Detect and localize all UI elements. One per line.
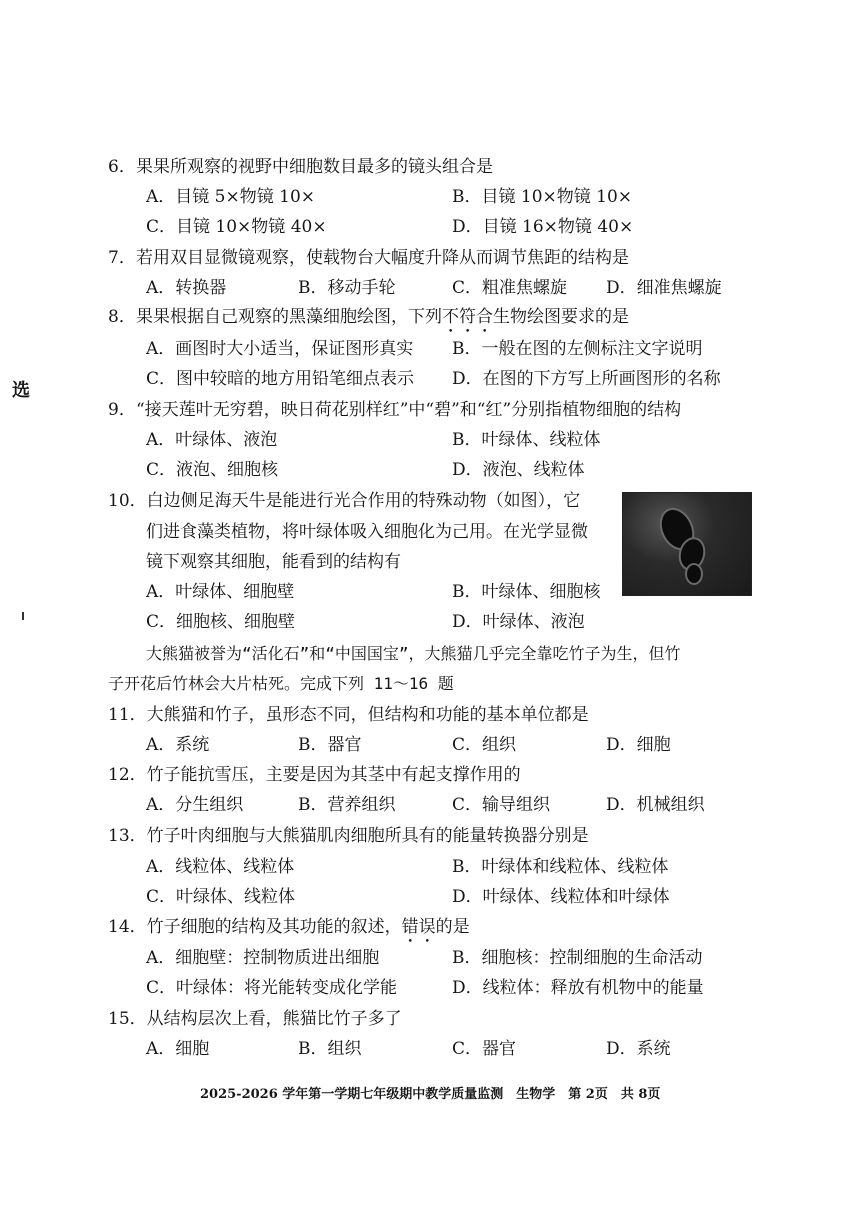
question-stem-part: 生物绘图要求的是 bbox=[493, 307, 629, 327]
question-number: 6． bbox=[108, 157, 136, 177]
question-8 bbox=[108, 306, 629, 337]
question-stem: 从结构层次上看，熊猫比竹子多了 bbox=[146, 1009, 402, 1029]
question-stem: “接天莲叶无穷碧，映日荷花别样红”中“碧”和“红”分别指植物细胞的结构 bbox=[136, 400, 682, 420]
question-13 bbox=[108, 825, 589, 847]
option-b: B．营养组织 bbox=[298, 795, 396, 815]
question-stem: 竹子能抗雪压，主要是因为其茎中有起支撑作用的 bbox=[146, 765, 521, 785]
options-row bbox=[146, 186, 766, 208]
option-b: B．叶绿体、线粒体 bbox=[452, 430, 601, 450]
question-stem-line: 白边侧足海天牛是能进行光合作用的特殊动物（如图），它 bbox=[146, 491, 581, 511]
option-b: B．叶绿体、细胞核 bbox=[452, 582, 601, 602]
option-a: A．线粒体、线粒体 bbox=[146, 857, 295, 877]
question-15 bbox=[108, 1008, 402, 1030]
option-d: D．机械组织 bbox=[606, 795, 705, 815]
option-d: D．系统 bbox=[606, 1039, 671, 1059]
option-c: C．细胞核、细胞壁 bbox=[146, 612, 296, 632]
question-6 bbox=[108, 156, 493, 178]
option-c: C．叶绿体：将光能转变成化学能 bbox=[146, 978, 398, 998]
option-a: A．叶绿体、细胞壁 bbox=[146, 582, 295, 602]
options-row bbox=[146, 1038, 766, 1060]
option-b: B．细胞核：控制细胞的生命活动 bbox=[452, 948, 703, 968]
options-row bbox=[146, 886, 766, 908]
options-row bbox=[146, 216, 766, 238]
margin-tick bbox=[22, 612, 24, 620]
option-c: C．输导组织 bbox=[452, 795, 551, 815]
option-c: C．目镜 10×物镜 40× bbox=[146, 217, 327, 237]
question-stem-part: 果果根据自己观察的黑藻细胞绘图，下列 bbox=[136, 307, 442, 327]
options-row bbox=[146, 947, 766, 969]
question-7 bbox=[108, 247, 629, 269]
options-row bbox=[146, 277, 766, 299]
option-a: A．画图时大小适当，保证图形真实 bbox=[146, 339, 414, 359]
options-row bbox=[146, 581, 766, 603]
option-c: C．组织 bbox=[452, 735, 517, 755]
options-row bbox=[146, 977, 766, 999]
question-number: 11． bbox=[108, 705, 147, 725]
question-number: 14． bbox=[108, 917, 147, 937]
question-stem: 果果所观察的视野中细胞数目最多的镜头组合是 bbox=[136, 157, 493, 177]
options-row bbox=[146, 734, 766, 756]
options-row bbox=[146, 611, 766, 633]
emphasized-word: 错误 bbox=[401, 917, 436, 937]
options-row bbox=[146, 794, 766, 816]
option-c: C．器官 bbox=[452, 1039, 517, 1059]
option-c: C．叶绿体、线粒体 bbox=[146, 887, 296, 907]
option-b: B．器官 bbox=[298, 735, 362, 755]
question-number: 15． bbox=[108, 1009, 147, 1029]
option-a: A．目镜 5×物镜 10× bbox=[146, 187, 316, 207]
options-row bbox=[146, 856, 766, 878]
option-a: A．细胞 bbox=[146, 1039, 210, 1059]
question-stem-line: 镜下观察其细胞，能看到的结构有 bbox=[146, 552, 401, 572]
option-d: D．在图的下方写上所画图形的名称 bbox=[452, 369, 721, 389]
options-row bbox=[146, 368, 766, 390]
option-d: D．细准焦螺旋 bbox=[606, 278, 722, 298]
option-b: B．目镜 10×物镜 10× bbox=[452, 187, 633, 207]
option-d: D．叶绿体、线粒体和叶绿体 bbox=[452, 887, 670, 907]
emphasized-word: 不符合 bbox=[442, 307, 493, 327]
question-number: 12． bbox=[108, 765, 147, 785]
question-number: 8． bbox=[108, 307, 136, 327]
option-c: C．粗准焦螺旋 bbox=[452, 278, 568, 298]
question-stem: 竹子叶肉细胞与大熊猫肌肉细胞所具有的能量转换器分别是 bbox=[146, 826, 589, 846]
question-11 bbox=[108, 704, 589, 726]
option-a: A．分生组织 bbox=[146, 795, 244, 815]
question-stem: 大熊猫和竹子，虽形态不同，但结构和功能的基本单位都是 bbox=[146, 705, 589, 725]
options-row bbox=[146, 429, 766, 451]
option-a: A．转换器 bbox=[146, 278, 227, 298]
intro-line: 大熊猫被誉为“活化石”和“中国国宝”，大熊猫几乎完全靠吃竹子为生，但竹 bbox=[146, 644, 681, 663]
options-row bbox=[146, 459, 766, 481]
question-stem-part: 的是 bbox=[435, 917, 470, 937]
question-stem-part: 竹子细胞的结构及其功能的叙述， bbox=[146, 917, 402, 937]
question-14 bbox=[108, 916, 470, 947]
question-9 bbox=[108, 399, 681, 421]
option-d: D．液泡、线粒体 bbox=[452, 460, 585, 480]
question-number: 9． bbox=[108, 400, 136, 420]
option-d: D．细胞 bbox=[606, 735, 671, 755]
question-number: 10． bbox=[108, 491, 147, 511]
option-b: B．组织 bbox=[298, 1039, 362, 1059]
question-12 bbox=[108, 764, 521, 786]
option-d: D．叶绿体、液泡 bbox=[452, 612, 585, 632]
question-number: 13． bbox=[108, 826, 147, 846]
option-a: A．叶绿体、液泡 bbox=[146, 430, 278, 450]
question-number: 7． bbox=[108, 248, 136, 268]
intro-line: 子开花后竹林会大片枯死。完成下列 11～16 题 bbox=[108, 674, 454, 693]
options-row bbox=[146, 338, 766, 360]
option-c: C．图中较暗的地方用铅笔细点表示 bbox=[146, 369, 415, 389]
option-c: C．液泡、细胞核 bbox=[146, 460, 279, 480]
question-stem-line: 们进食藻类植物，将叶绿体吸入细胞化为己用。在光学显微 bbox=[146, 522, 588, 542]
question-stem: 若用双目显微镜观察，使载物台大幅度升降从而调节焦距的结构是 bbox=[136, 248, 629, 268]
option-b: B．移动手轮 bbox=[298, 278, 396, 298]
option-d: D．线粒体：释放有机物中的能量 bbox=[452, 978, 704, 998]
question-10 bbox=[108, 490, 580, 512]
option-a: A．系统 bbox=[146, 735, 210, 755]
page-footer: 2025-2026 学年第一学期七年级期中教学质量监测 生物学 第 2页 共 8页 bbox=[200, 1087, 661, 1102]
option-a: A．细胞壁：控制物质进出细胞 bbox=[146, 948, 380, 968]
margin-label: 选 bbox=[12, 380, 30, 401]
option-b: B．叶绿体和线粒体、线粒体 bbox=[452, 857, 669, 877]
option-b: B．一般在图的左侧标注文字说明 bbox=[452, 339, 703, 359]
option-d: D．目镜 16×物镜 40× bbox=[452, 217, 634, 237]
